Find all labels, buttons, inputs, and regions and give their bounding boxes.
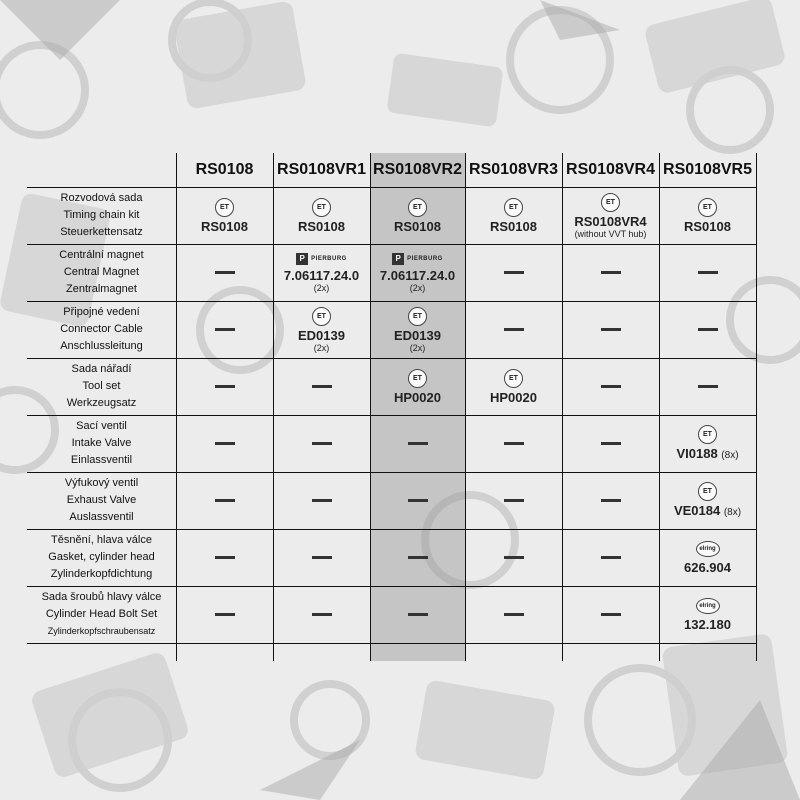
empty-cell xyxy=(176,301,273,358)
dash-placeholder xyxy=(408,613,428,616)
empty-cell xyxy=(659,244,756,301)
empty-cell xyxy=(176,244,273,301)
empty-cell xyxy=(176,529,273,586)
label-cz: Výfukový ventil xyxy=(64,477,139,489)
part-code: RS0108 xyxy=(298,218,345,234)
part-code: 132.180 xyxy=(684,616,731,632)
part-cell xyxy=(659,586,756,643)
part-code: 626.904 xyxy=(684,559,731,575)
part-code: RS0108 xyxy=(394,218,441,234)
et-logo-icon: ET xyxy=(408,198,427,217)
part-cell xyxy=(273,187,370,244)
dash-placeholder xyxy=(215,499,235,502)
empty-cell xyxy=(562,358,659,415)
dash-placeholder xyxy=(601,613,621,616)
part-note: (2x) xyxy=(409,342,426,353)
part-code-line xyxy=(674,504,741,520)
empty-cell xyxy=(176,472,273,529)
elring-logo-icon: elring xyxy=(696,598,720,614)
part-cell xyxy=(659,472,756,529)
empty-cell xyxy=(659,358,756,415)
dash-placeholder xyxy=(601,328,621,331)
part-cell xyxy=(370,187,465,244)
label-en: Timing chain kit xyxy=(63,209,140,221)
dash-placeholder xyxy=(312,385,332,388)
empty-cell xyxy=(370,472,465,529)
empty-cell xyxy=(562,529,659,586)
dash-placeholder xyxy=(312,556,332,559)
pierburg-text: PIERBURG xyxy=(311,255,347,262)
et-logo-icon: ET xyxy=(408,307,427,326)
dash-placeholder xyxy=(601,385,621,388)
dash-placeholder xyxy=(601,271,621,274)
dash-placeholder xyxy=(215,328,235,331)
label-cz: Připojné vedení xyxy=(63,306,140,318)
part-code-line xyxy=(394,329,441,343)
part-note: (2x) xyxy=(313,282,330,293)
part-note: (2x) xyxy=(313,342,330,353)
empty-cell xyxy=(176,358,273,415)
label-de: Zentralmagnet xyxy=(66,283,137,295)
dash-placeholder xyxy=(215,442,235,445)
et-logo-icon: ET xyxy=(698,482,717,501)
dash-placeholder xyxy=(504,271,524,274)
et-logo-icon: ET xyxy=(504,198,523,217)
part-cell xyxy=(465,187,562,244)
row-label-intake-valve xyxy=(27,415,176,472)
dash-placeholder xyxy=(408,556,428,559)
empty-cell xyxy=(465,529,562,586)
dash-placeholder xyxy=(215,271,235,274)
part-code-line xyxy=(684,618,731,632)
part-code: RS0108 xyxy=(684,218,731,234)
dash-placeholder xyxy=(504,499,524,502)
part-cell xyxy=(659,415,756,472)
dash-placeholder xyxy=(312,442,332,445)
label-en: Connector Cable xyxy=(60,323,143,335)
et-logo-icon: ET xyxy=(504,369,523,388)
empty-cell xyxy=(562,415,659,472)
dash-placeholder xyxy=(504,442,524,445)
column-header-rs0108vr5: RS0108VR5 xyxy=(663,161,752,178)
part-code-line xyxy=(684,561,731,575)
dash-placeholder xyxy=(698,328,718,331)
et-logo-icon: ET xyxy=(698,425,717,444)
label-de: Auslassventil xyxy=(69,511,134,523)
label-de: Einlassventil xyxy=(70,454,133,466)
dash-placeholder xyxy=(504,613,524,616)
dash-placeholder xyxy=(408,499,428,502)
grid-line xyxy=(27,643,757,644)
label-en: Cylinder Head Bolt Set xyxy=(45,608,158,620)
row-label-timing-chain-kit xyxy=(27,187,176,244)
dash-placeholder xyxy=(698,271,718,274)
dash-placeholder xyxy=(312,613,332,616)
part-code: ED0139 xyxy=(394,327,441,343)
part-code-line xyxy=(298,329,345,343)
row-label-cylinder-head-bolt-set xyxy=(27,586,176,643)
empty-cell xyxy=(562,244,659,301)
dash-placeholder xyxy=(601,442,621,445)
pierburg-text: PIERBURG xyxy=(407,255,443,262)
part-code: RS0108VR4 xyxy=(574,213,647,229)
part-cell xyxy=(562,187,659,244)
label-cz: Sací ventil xyxy=(76,420,127,432)
quantity-note: (8x) xyxy=(723,506,742,518)
empty-cell xyxy=(465,301,562,358)
column-header-rs0108vr4: RS0108VR4 xyxy=(566,161,655,178)
et-logo-icon: ET xyxy=(408,369,427,388)
row-label-connector-cable xyxy=(27,301,176,358)
part-code-line xyxy=(380,269,455,283)
empty-cell xyxy=(562,472,659,529)
part-code: HP0020 xyxy=(490,389,537,405)
part-code: VE0184 xyxy=(673,502,721,518)
dash-placeholder xyxy=(504,556,524,559)
label-en: Tool set xyxy=(82,380,121,392)
part-code-line xyxy=(490,220,537,234)
label-cz: Rozvodová sada xyxy=(60,192,143,204)
part-code: VI0188 xyxy=(676,445,718,461)
label-cz: Centrální magnet xyxy=(59,249,144,261)
label-de: Anschlussleitung xyxy=(60,340,143,352)
part-cell xyxy=(659,529,756,586)
dash-placeholder xyxy=(215,385,235,388)
part-code: 7.06117.24.0 xyxy=(283,267,360,283)
part-code: RS0108 xyxy=(201,218,248,234)
comparison-table xyxy=(27,153,757,661)
empty-cell xyxy=(465,244,562,301)
pierburg-logo-icon xyxy=(392,253,443,265)
label-de: Zylinderkopfdichtung xyxy=(50,568,153,580)
part-code-line xyxy=(684,220,731,234)
part-code-line xyxy=(298,220,345,234)
row-label-central-magnet xyxy=(27,244,176,301)
part-cell xyxy=(176,187,273,244)
part-cell xyxy=(273,301,370,358)
row-label-exhaust-valve xyxy=(27,472,176,529)
empty-cell xyxy=(273,586,370,643)
part-code-line xyxy=(676,447,738,463)
row-label-tool-set xyxy=(27,358,176,415)
dash-placeholder xyxy=(601,556,621,559)
empty-cell xyxy=(273,415,370,472)
grid-line xyxy=(756,153,757,661)
et-logo-icon: ET xyxy=(312,307,331,326)
part-code: HP0020 xyxy=(394,389,441,405)
label-en: Central Magnet xyxy=(63,266,140,278)
label-de: Steuerkettensatz xyxy=(60,226,143,238)
part-code: ED0139 xyxy=(298,327,345,343)
part-cell xyxy=(273,244,370,301)
empty-cell xyxy=(273,358,370,415)
elring-logo-icon: elring xyxy=(696,541,720,557)
dash-placeholder xyxy=(215,556,235,559)
et-logo-icon: ET xyxy=(312,198,331,217)
part-code-line xyxy=(284,269,359,283)
part-code-line xyxy=(490,391,537,405)
empty-cell xyxy=(370,586,465,643)
dash-placeholder xyxy=(601,499,621,502)
label-de: Werkzeugsatz xyxy=(66,397,137,409)
empty-cell xyxy=(176,415,273,472)
empty-cell xyxy=(273,529,370,586)
empty-cell xyxy=(273,472,370,529)
quantity-note: (8x) xyxy=(721,449,739,461)
pierburg-mark: P xyxy=(296,253,308,265)
part-cell xyxy=(370,358,465,415)
part-code-line xyxy=(201,220,248,234)
empty-cell xyxy=(465,586,562,643)
part-note: (2x) xyxy=(409,282,426,293)
empty-cell xyxy=(562,301,659,358)
part-code: RS0108 xyxy=(490,218,537,234)
part-cell xyxy=(370,244,465,301)
part-note: (without VVT hub) xyxy=(574,228,647,239)
label-de: Zylinderkopfschraubensatz xyxy=(47,626,156,636)
row-label-cylinder-head-gasket xyxy=(27,529,176,586)
et-logo-icon: ET xyxy=(601,193,620,212)
dash-placeholder xyxy=(408,442,428,445)
et-logo-icon: ET xyxy=(215,198,234,217)
column-header-rs0108vr1: RS0108VR1 xyxy=(277,161,366,178)
part-cell xyxy=(465,358,562,415)
part-code-line xyxy=(394,391,441,405)
part-code-line xyxy=(574,215,646,229)
part-cell xyxy=(659,187,756,244)
empty-cell xyxy=(465,415,562,472)
label-cz: Sada nářadí xyxy=(71,363,132,375)
column-header-rs0108vr2: RS0108VR2 xyxy=(373,161,462,178)
label-en: Gasket, cylinder head xyxy=(48,551,155,563)
empty-cell xyxy=(370,529,465,586)
empty-cell xyxy=(659,301,756,358)
pierburg-logo-icon xyxy=(296,253,347,265)
label-cz: Sada šroubů hlavy válce xyxy=(41,591,162,603)
empty-cell xyxy=(176,586,273,643)
dash-placeholder xyxy=(215,613,235,616)
empty-cell xyxy=(562,586,659,643)
label-en: Intake Valve xyxy=(71,437,132,449)
part-code-line xyxy=(394,220,441,234)
part-code: 7.06117.24.0 xyxy=(379,267,456,283)
dash-placeholder xyxy=(312,499,332,502)
empty-cell xyxy=(465,472,562,529)
et-logo-icon: ET xyxy=(698,198,717,217)
dash-placeholder xyxy=(504,328,524,331)
empty-cell xyxy=(370,415,465,472)
column-header-rs0108: RS0108 xyxy=(195,161,254,178)
label-en: Exhaust Valve xyxy=(66,494,137,506)
part-cell xyxy=(370,301,465,358)
label-cz: Těsnění, hlava válce xyxy=(51,534,152,546)
pierburg-mark: P xyxy=(392,253,404,265)
column-header-rs0108vr3: RS0108VR3 xyxy=(469,161,558,178)
dash-placeholder xyxy=(698,385,718,388)
